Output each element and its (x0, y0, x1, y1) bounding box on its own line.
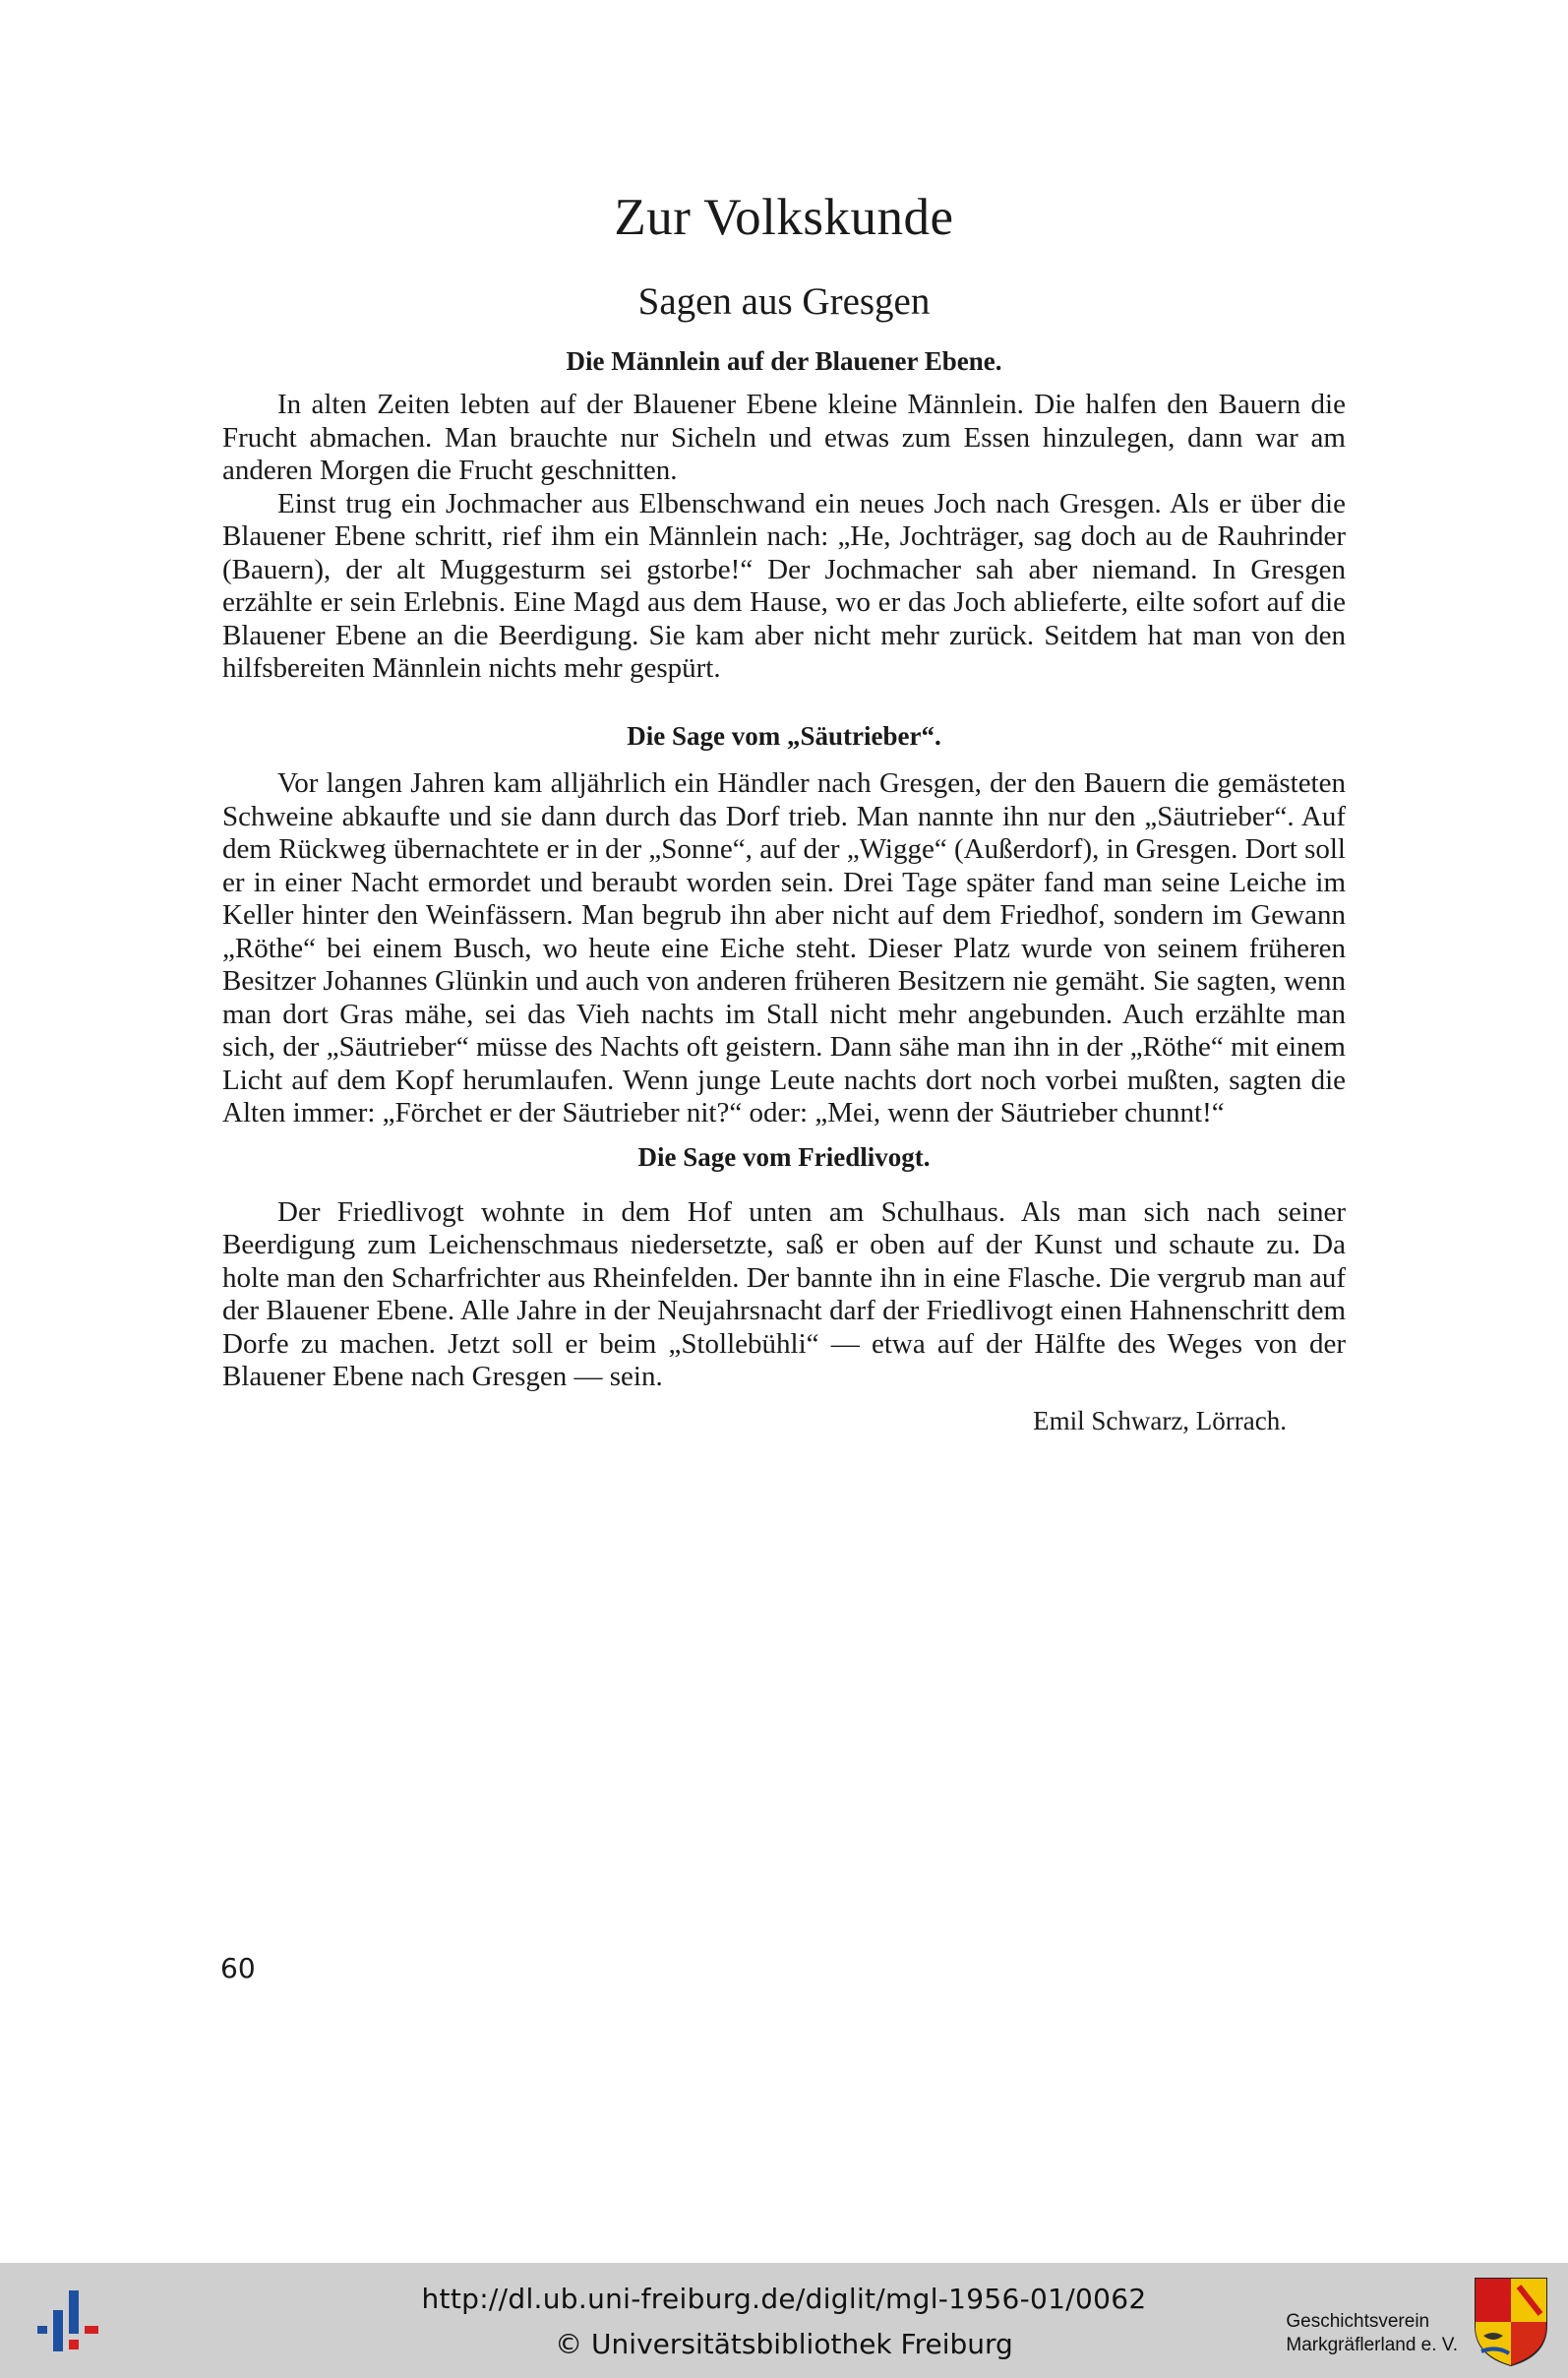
paragraph: In alten Zeiten lebten auf der Blauener Ebene kleine Männlein. Die halfen den Bauern die Frucht abmachen. Man brauchte nur Sicheln und etwas zum Essen hinzulegen, dann war am anderen Morgen die Frucht geschnitten. (222, 389, 1346, 487)
paragraph: Einst trug ein Jochmacher aus Elbenschwand ein neues Joch nach Gresgen. Als er über die Blauener Ebene schritt, rief ihm ein Männlein nach: „He, Jochträger, sag doch au de Rauhrinder (Bauern), der alt Muggesturm sei gstorbe!“ Der Jochmacher sah aber niemand. In Gresgen erzählte er sein Erlebnis. Eine Magd aus dem Hause, wo er das Joch ablieferte, eilte sofort auf die Blauener Ebene an die Beerdigung. Sie kam aber nicht mehr zurück. Seitdem hat man von den hilfsbereiten Männlein nichts mehr gespürt. (222, 487, 1346, 685)
permalink-url[interactable]: http://dl.ub.uni-freiburg.de/diglit/mgl-1956-01/0062 (421, 2283, 1147, 2315)
society-line-1: Geschichtsverein (1286, 2311, 1430, 2332)
section-heading-saeutrieber: Die Sage vom „Säutrieber“. (627, 720, 941, 751)
copyright-notice: © Universitätsbibliothek Freiburg (555, 2328, 1013, 2360)
section-heading-maennlein: Die Männlein auf der Blauener Ebene. (566, 346, 1002, 377)
society-line-2: Markgräflerland e. V. (1286, 2335, 1458, 2355)
page-number: 60 (220, 1952, 256, 1984)
article (222, 167, 1346, 1438)
society-name (1286, 2310, 1458, 2357)
section-heading-friedlivogt: Die Sage vom Friedlivogt. (637, 1141, 931, 1172)
article-subtitle: Sagen aus Gresgen (637, 279, 931, 323)
paragraph: Der Friedlivogt wohnte in dem Hof unten am Schulhaus. Als man sich nach seiner Beerdigung zum Leichenschmaus niedersetzte, saß er oben auf der Kunst und schaute zu. Da holte man den Scharfrichter aus Rheinfelden. Der bannte ihn in eine Flasche. Die vergrub man auf der Blauener Ebene. Alle Jahre in der Neujahrsnacht darf der Friedlivogt einen Hahnenschritt dem Dorfe zu machen. Jetzt soll er beim „Stollebühli“ — etwa auf der Hälfte des Weges von der Blauener Ebene nach Gresgen — sein. (222, 1195, 1346, 1393)
author-signature: Emil Schwarz, Lörrach. (1033, 1405, 1287, 1435)
paragraph: Vor langen Jahren kam alljährlich ein Händler nach Gresgen, der den Bauern die gemästeten Schweine abkaufte und sie dann durch das Dorf trieb. Man nannte ihn nur den „Säutrieber“. Auf dem Rückweg übernachtete er in der „Sonne“, auf der „Wigge“ (Außerdorf), in Gresgen. Dort soll er in einer Nacht ermordet und beraubt worden sein. Drei Tage später fand man seine Leiche im Keller hinter den Weinfässern. Man begrub ihn aber nicht auf dem Friedhof, sondern im Gewann „Röthe“ bei einem Busch, wo heute eine Eiche steht. Dieser Platz wurde von seinem früheren Besitzer Johannes Glünkin und auch von anderen früheren Besitzern nie gemäht. Sie sagten, wenn man dort Gras mähe, sei das Vieh nachts im Stall nicht mehr angebunden. Auch erzählte man sich, der „Säutrieber“ müsse des Nachts oft geistern. Dann sähe man ihn in der „Röthe“ mit einem Licht auf dem Kopf herumlaufen. Wenn junge Leute nachts dort noch vorbei mußten, sagten die Alten immer: „Förchet er der Säutrieber nit?“ oder: „Mei, wenn der Säutrieber chunnt!“ (222, 767, 1346, 1129)
footer-bar (0, 2263, 1568, 2378)
page-title: Zur Volkskunde (614, 189, 954, 246)
coat-of-arms-icon[interactable] (1472, 2275, 1550, 2368)
